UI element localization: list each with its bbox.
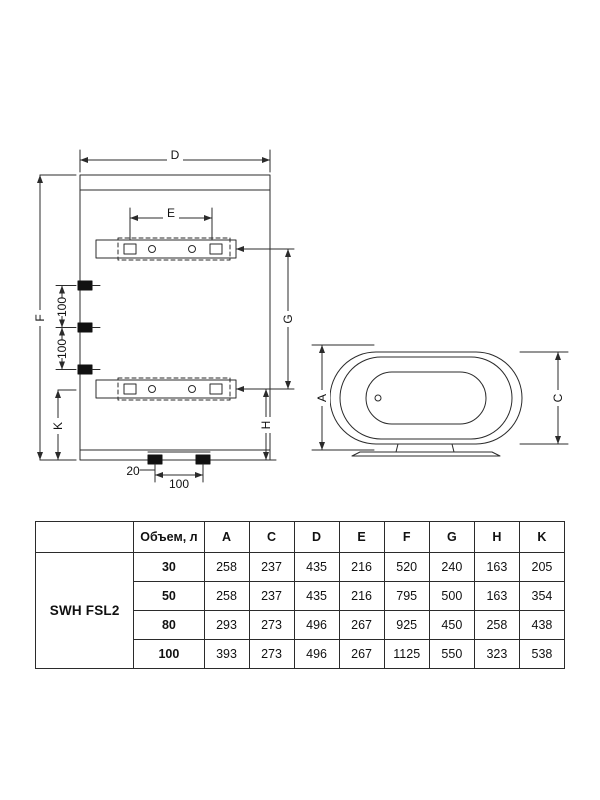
cell-50-c: 237 [249,582,294,611]
cell-50-e: 216 [339,582,384,611]
cell-100-k: 538 [519,640,564,669]
cell-80-e: 267 [339,611,384,640]
dim-label-C: C [551,393,565,403]
dim-label-D: D [170,148,180,162]
cell-100-g: 550 [429,640,474,669]
cell-80-k: 438 [519,611,564,640]
column-header-a: A [204,522,249,553]
column-header-volume: Объем, л [134,522,204,553]
column-header-d: D [294,522,339,553]
cell-80-h: 258 [474,611,519,640]
specifications-table [35,521,565,669]
dim-label-K: K [51,421,65,431]
cell-100-a: 393 [204,640,249,669]
cell-30-k: 205 [519,553,564,582]
cell-80-d: 496 [294,611,339,640]
cell-30-f: 520 [384,553,429,582]
dim-label-foot-offset: 20 [126,464,140,478]
cell-50-d: 435 [294,582,339,611]
cell-50-g: 500 [429,582,474,611]
cell-50-a: 258 [204,582,249,611]
row-volume-30: 30 [134,553,204,582]
specifications-table-wrapper [35,521,565,669]
cell-100-e: 267 [339,640,384,669]
cell-30-h: 163 [474,553,519,582]
cell-30-d: 435 [294,553,339,582]
dim-label-spacing-2: 100 [55,338,69,360]
cell-30-a: 258 [204,553,249,582]
model-name-cell: SWH FSL2 [36,553,134,669]
cell-100-f: 1125 [384,640,429,669]
cell-30-g: 240 [429,553,474,582]
dim-label-E: E [166,206,176,220]
dim-label-spacing-1: 100 [55,296,69,318]
dim-label-F: F [33,314,47,322]
dim-label-H: H [259,420,273,430]
column-header-c: C [249,522,294,553]
cell-100-h: 323 [474,640,519,669]
cell-30-e: 216 [339,553,384,582]
cell-80-f: 925 [384,611,429,640]
column-header-g: G [429,522,474,553]
cell-80-c: 273 [249,611,294,640]
column-header-f: F [384,522,429,553]
row-volume-80: 80 [134,611,204,640]
cell-80-g: 450 [429,611,474,640]
table-corner-blank [36,522,134,553]
cell-100-d: 496 [294,640,339,669]
dim-label-A: A [315,393,329,403]
cell-50-h: 163 [474,582,519,611]
cell-50-k: 354 [519,582,564,611]
table-header-row [36,522,565,553]
column-header-h: H [474,522,519,553]
cell-100-c: 273 [249,640,294,669]
cell-50-f: 795 [384,582,429,611]
column-header-k: K [519,522,564,553]
table-row [36,553,565,582]
column-header-e: E [339,522,384,553]
row-volume-50: 50 [134,582,204,611]
row-volume-100: 100 [134,640,204,669]
cell-80-a: 293 [204,611,249,640]
cell-30-c: 237 [249,553,294,582]
dim-label-foot-span: 100 [168,477,190,491]
dim-label-G: G [281,314,295,324]
